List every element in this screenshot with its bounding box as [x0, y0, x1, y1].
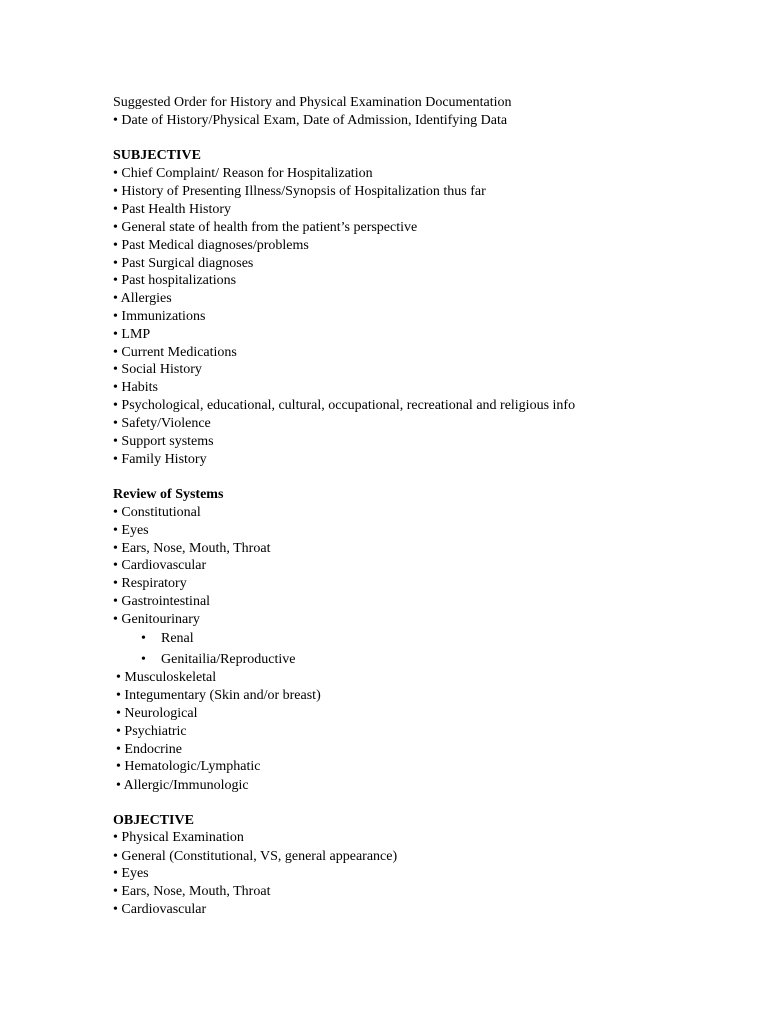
subjective-item: • Current Medications [113, 345, 237, 360]
objective-item: • Physical Examination [113, 830, 244, 845]
intro-item: • Date of History/Physical Exam, Date of Admission, Identifying Data [113, 113, 508, 128]
ros-item: • Cardiovascular [113, 558, 207, 573]
subjective-item: • LMP [113, 327, 151, 342]
objective-item: • Eyes [113, 866, 149, 881]
subjective-item: • Past hospitalizations [113, 273, 237, 288]
ros-item: • Eyes [113, 523, 149, 538]
subjective-item: • History of Presenting Illness/Synopsis of Hospitalization thus far [113, 184, 486, 199]
document-title: Suggested Order for History and Physical Examination Documentation [113, 95, 512, 110]
subjective-item: • Past Health History [113, 202, 232, 217]
ros-item: • Genitourinary [113, 612, 200, 627]
objective-item: • General (Constitutional, VS, general appearance) [113, 849, 398, 864]
objective-heading: OBJECTIVE [113, 813, 194, 828]
subjective-item: • Family History [113, 452, 207, 467]
subjective-item: • Social History [113, 362, 202, 377]
subjective-item: • Immunizations [113, 309, 206, 324]
ros-sub-item-label: Genitailia/Reproductive [161, 652, 296, 667]
subjective-item: • Habits [113, 380, 158, 395]
ros-item: • Allergic/Immunologic [116, 778, 249, 793]
subjective-item: • Chief Complaint/ Reason for Hospitalization [113, 166, 373, 181]
objective-item: • Ears, Nose, Mouth, Throat [113, 884, 271, 899]
ros-item: • Gastrointestinal [113, 594, 211, 609]
subjective-item: • Psychological, educational, cultural, occupational, recreational and religious info [113, 398, 576, 413]
subjective-item: • Past Surgical diagnoses [113, 256, 254, 271]
ros-item: • Neurological [116, 706, 198, 721]
ros-item: • Respiratory [113, 576, 187, 591]
ros-item: • Constitutional [113, 505, 201, 520]
subjective-item: • Safety/Violence [113, 416, 211, 431]
objective-item: • Cardiovascular [113, 902, 207, 917]
ros-item: • Endocrine [116, 742, 182, 757]
bullet-icon: • [141, 631, 146, 646]
ros-item: • Integumentary (Skin and/or breast) [116, 688, 321, 703]
ros-item: • Hematologic/Lymphatic [116, 759, 261, 774]
review-of-systems-heading: Review of Systems [113, 487, 224, 502]
ros-item: • Psychiatric [116, 724, 187, 739]
ros-item: • Ears, Nose, Mouth, Throat [113, 541, 271, 556]
subjective-item: • Support systems [113, 434, 214, 449]
ros-item: • Musculoskeletal [116, 670, 217, 685]
subjective-item: • General state of health from the patient’s perspective [113, 220, 418, 235]
subjective-heading: SUBJECTIVE [113, 148, 201, 163]
ros-sub-item-label: Renal [161, 631, 194, 646]
subjective-item: • Allergies [113, 291, 172, 306]
bullet-icon: • [141, 652, 146, 667]
subjective-item: • Past Medical diagnoses/problems [113, 238, 309, 253]
